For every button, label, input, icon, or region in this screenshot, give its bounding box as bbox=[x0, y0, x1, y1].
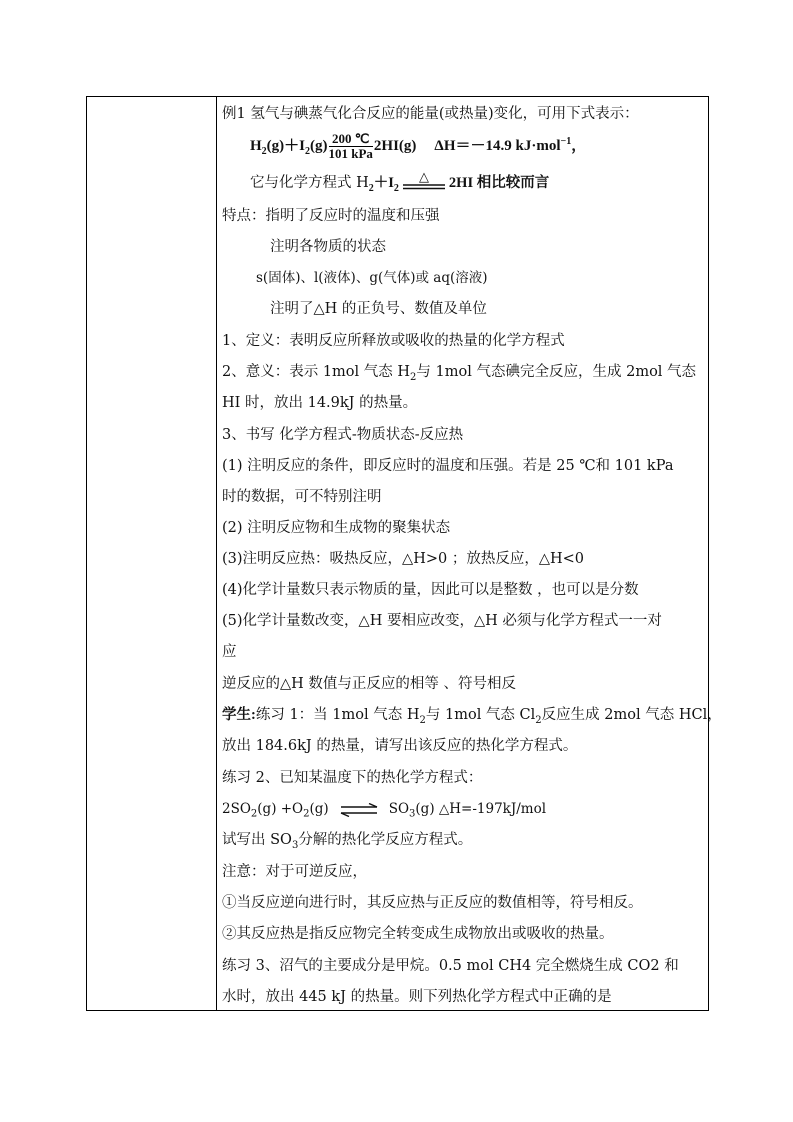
writing-rule: (3)注明反应热：吸热反应，△H>0 ；放热反应，△H<0 bbox=[222, 551, 584, 567]
eq-text: (g) +O bbox=[257, 801, 304, 817]
practice1-sub: 2 bbox=[535, 714, 542, 726]
feature-item: 注明了△H 的正负号、数值及单位 bbox=[270, 301, 487, 317]
practice2-ask bbox=[222, 830, 472, 850]
meaning-sub: 2 bbox=[410, 371, 417, 383]
eq-product: 2HI(g) bbox=[373, 137, 417, 154]
writing-rule: (1) 注明反应的条件，即反应时的温度和压强。若是 25 ℃和 101 kPa bbox=[222, 458, 674, 474]
compare-product: 2HI 相比较而言 bbox=[448, 175, 550, 191]
compare-line bbox=[250, 170, 549, 196]
definition: 1、定义：表明反应所释放或吸收的热量的化学方程式 bbox=[222, 333, 565, 349]
eq-plus-i: (g)＋I bbox=[266, 137, 305, 154]
eq-sub: 2 bbox=[250, 808, 258, 820]
practice1-sub: 2 bbox=[419, 714, 426, 726]
note-item: ①当反应逆向进行时，其反应热与正反应的数值相等，符号相反。 bbox=[222, 895, 643, 911]
eq-sub: 2 bbox=[305, 145, 310, 157]
practice2-heading: 练习 2、已知某温度下的热化学方程式： bbox=[222, 770, 483, 786]
notes-heading: 注意：对于可逆反应， bbox=[222, 864, 367, 880]
meaning-line bbox=[222, 362, 696, 382]
reaction-condition bbox=[329, 132, 373, 161]
writing-rule: 应 bbox=[222, 644, 237, 660]
heating-arrow-icon bbox=[401, 170, 447, 196]
condition-pressure: 101 kPa bbox=[328, 146, 373, 161]
delta-symbol: △ bbox=[418, 170, 429, 185]
writing-rule: (5)化学计量数改变，△H 要相应改变，△H 必须与化学方程式一一对 bbox=[222, 613, 662, 629]
practice1-line: 放出 184.6kJ 的热量，请写出该反应的热化学方程式。 bbox=[222, 738, 578, 754]
writing-heading: 3、书写 化学方程式-物质状态-反应热 bbox=[222, 427, 464, 443]
example-title: 例1 氢气与碘蒸气化合反应的能量(或热量)变化，可用下式表示： bbox=[222, 106, 639, 122]
eq-text: (g) △H=-197kJ/mol bbox=[415, 801, 547, 817]
ask-sub: 3 bbox=[291, 839, 299, 851]
practice3-line: 练习 3、沼气的主要成分是甲烷。0.5 mol CH4 完全燃烧生成 CO2 和 bbox=[222, 958, 679, 974]
note-item: ②其反应热是指反应物完全转变成生成物放出或吸收的热量。 bbox=[222, 926, 614, 942]
practice2-equation bbox=[222, 799, 546, 819]
table-left-cell bbox=[87, 97, 217, 1010]
ask-text: 分解的热化学反应方程式。 bbox=[298, 832, 473, 848]
eq-text: (g) bbox=[309, 801, 329, 817]
reversible-arrow-icon bbox=[339, 803, 379, 817]
practice1-text: 练习 1：当 1mol 气态 H bbox=[255, 707, 420, 723]
ask-text: 试写出 SO bbox=[222, 832, 292, 848]
compare-text: 它与化学方程式 H bbox=[250, 175, 369, 191]
eq-g: (g) bbox=[310, 137, 328, 154]
writing-rule: (2) 注明反应物和生成物的聚集状态 bbox=[222, 520, 451, 536]
eq-sub: 2 bbox=[393, 182, 399, 194]
writing-rule: (4)化学计量数只表示物质的量，因此可以是整数 ，也可以是分数 bbox=[222, 582, 639, 598]
writing-rule: 逆反应的△H 数值与正反应的相等 、符号相反 bbox=[222, 676, 517, 692]
practice1-text: 与 1mol 气态 Cl bbox=[425, 707, 536, 723]
enthalpy-change: ΔH＝－14.9 kJ·mol bbox=[434, 137, 561, 154]
thermo-equation bbox=[250, 132, 586, 161]
eq-sub: 2 bbox=[261, 145, 267, 157]
feature-item: 注明各物质的状态 bbox=[270, 239, 386, 255]
enthalpy-exponent: −1 bbox=[560, 135, 572, 147]
writing-rule: 时的数据，可不特别注明 bbox=[222, 489, 382, 505]
condition-temperature: 200 ℃ bbox=[329, 132, 373, 147]
practice1-text: 反应生成 2mol 气态 HCl， bbox=[541, 707, 722, 723]
meaning-text: 2、意义：表示 1mol 气态 H bbox=[222, 364, 411, 380]
practice1-line bbox=[222, 705, 722, 725]
features-heading: 特点：指明了反应时的温度和压强 bbox=[222, 208, 440, 224]
meaning-line: HI 时，放出 14.9kJ 的热量。 bbox=[222, 395, 418, 411]
practice3-line: 水时，放出 445 kJ 的热量。则下列热化学方程式中正确的是 bbox=[222, 989, 612, 1005]
eq-sub: 2 bbox=[303, 808, 310, 820]
eq-sub: 2 bbox=[368, 182, 374, 194]
eq-sub: 3 bbox=[409, 808, 416, 820]
student-label: 学生: bbox=[222, 707, 256, 723]
compare-plus: ＋I bbox=[373, 175, 394, 191]
meaning-text: 与 1mol 气态碘完全反应，生成 2mol 气态 bbox=[416, 364, 697, 380]
eq-text: 2SO bbox=[222, 801, 251, 817]
eq-text: SO bbox=[388, 801, 410, 817]
eq-comma: ， bbox=[571, 137, 587, 154]
eq-h: H bbox=[250, 137, 262, 154]
feature-item: s(固体)、l(液体)、g(气体)或 aq(溶液) bbox=[256, 270, 488, 286]
